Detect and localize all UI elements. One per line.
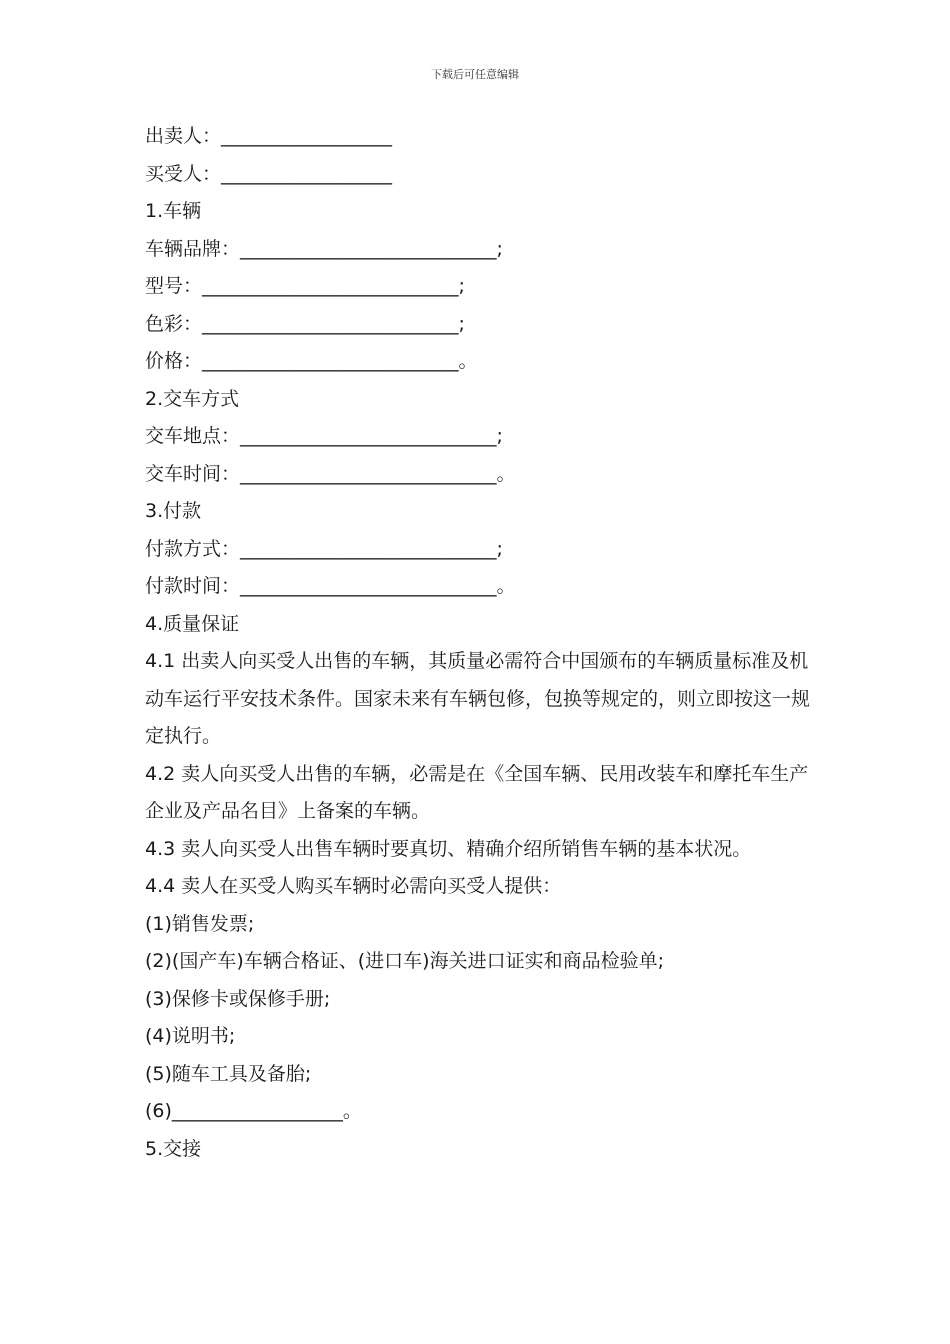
list-item: (1)销售发票;	[145, 912, 255, 935]
section-5-title: 5.交接	[145, 1137, 202, 1160]
brand-field: 车辆品牌：___________________________;	[145, 237, 503, 260]
clause-4-1: 4.1 出卖人向买受人出售的车辆，其质量必需符合中国颁布的车辆质量标准及机动车运行平安技术条件。国家未来有车辆包修，包换等规定的，则立即按这一规定执行。	[145, 650, 811, 747]
section-1-title: 1.车辆	[145, 200, 202, 222]
page-header: 下载后可任意编辑	[431, 68, 519, 81]
section-2-title: 2.交车方式	[145, 387, 240, 410]
section-3-title: 3.付款	[145, 500, 202, 522]
price-field: 价格：___________________________。	[145, 350, 478, 372]
list-item: (2)(国产车)车辆合格证、(进口车)海关进口证实和商品检验单;	[145, 950, 664, 972]
list-item: (5)随车工具及备胎;	[145, 1062, 312, 1085]
section-4-title: 4.质量保证	[145, 612, 240, 635]
list-item: (6)__________________。	[145, 1100, 362, 1122]
payment-method-field: 付款方式：___________________________;	[145, 537, 503, 560]
buyer-field: 买受人：__________________	[145, 162, 393, 185]
delivery-place-field: 交车地点：___________________________;	[145, 425, 503, 447]
clause-4-3: 4.3 卖人向买受人出售车辆时要真切、精确介绍所销售车辆的基本状况。	[145, 837, 752, 860]
clause-4-2: 4.2 卖人向买受人出售的车辆，必需是在《全国车辆、民用改装车和摩托车生产企业及产品名目》上备案的车辆。	[145, 762, 809, 822]
payment-time-field: 付款时间：___________________________。	[145, 575, 516, 597]
list-item: (3)保修卡或保修手册;	[145, 987, 331, 1010]
color-field: 色彩：___________________________;	[145, 312, 465, 335]
list-item: (4)说明书;	[145, 1025, 236, 1047]
contract-body	[145, 118, 810, 1168]
model-field: 型号：___________________________;	[145, 275, 465, 297]
seller-field: 出卖人：__________________	[145, 125, 393, 147]
clause-4-4: 4.4 卖人在买受人购买车辆时必需向买受人提供：	[145, 875, 562, 897]
delivery-time-field: 交车时间：___________________________。	[145, 462, 516, 485]
